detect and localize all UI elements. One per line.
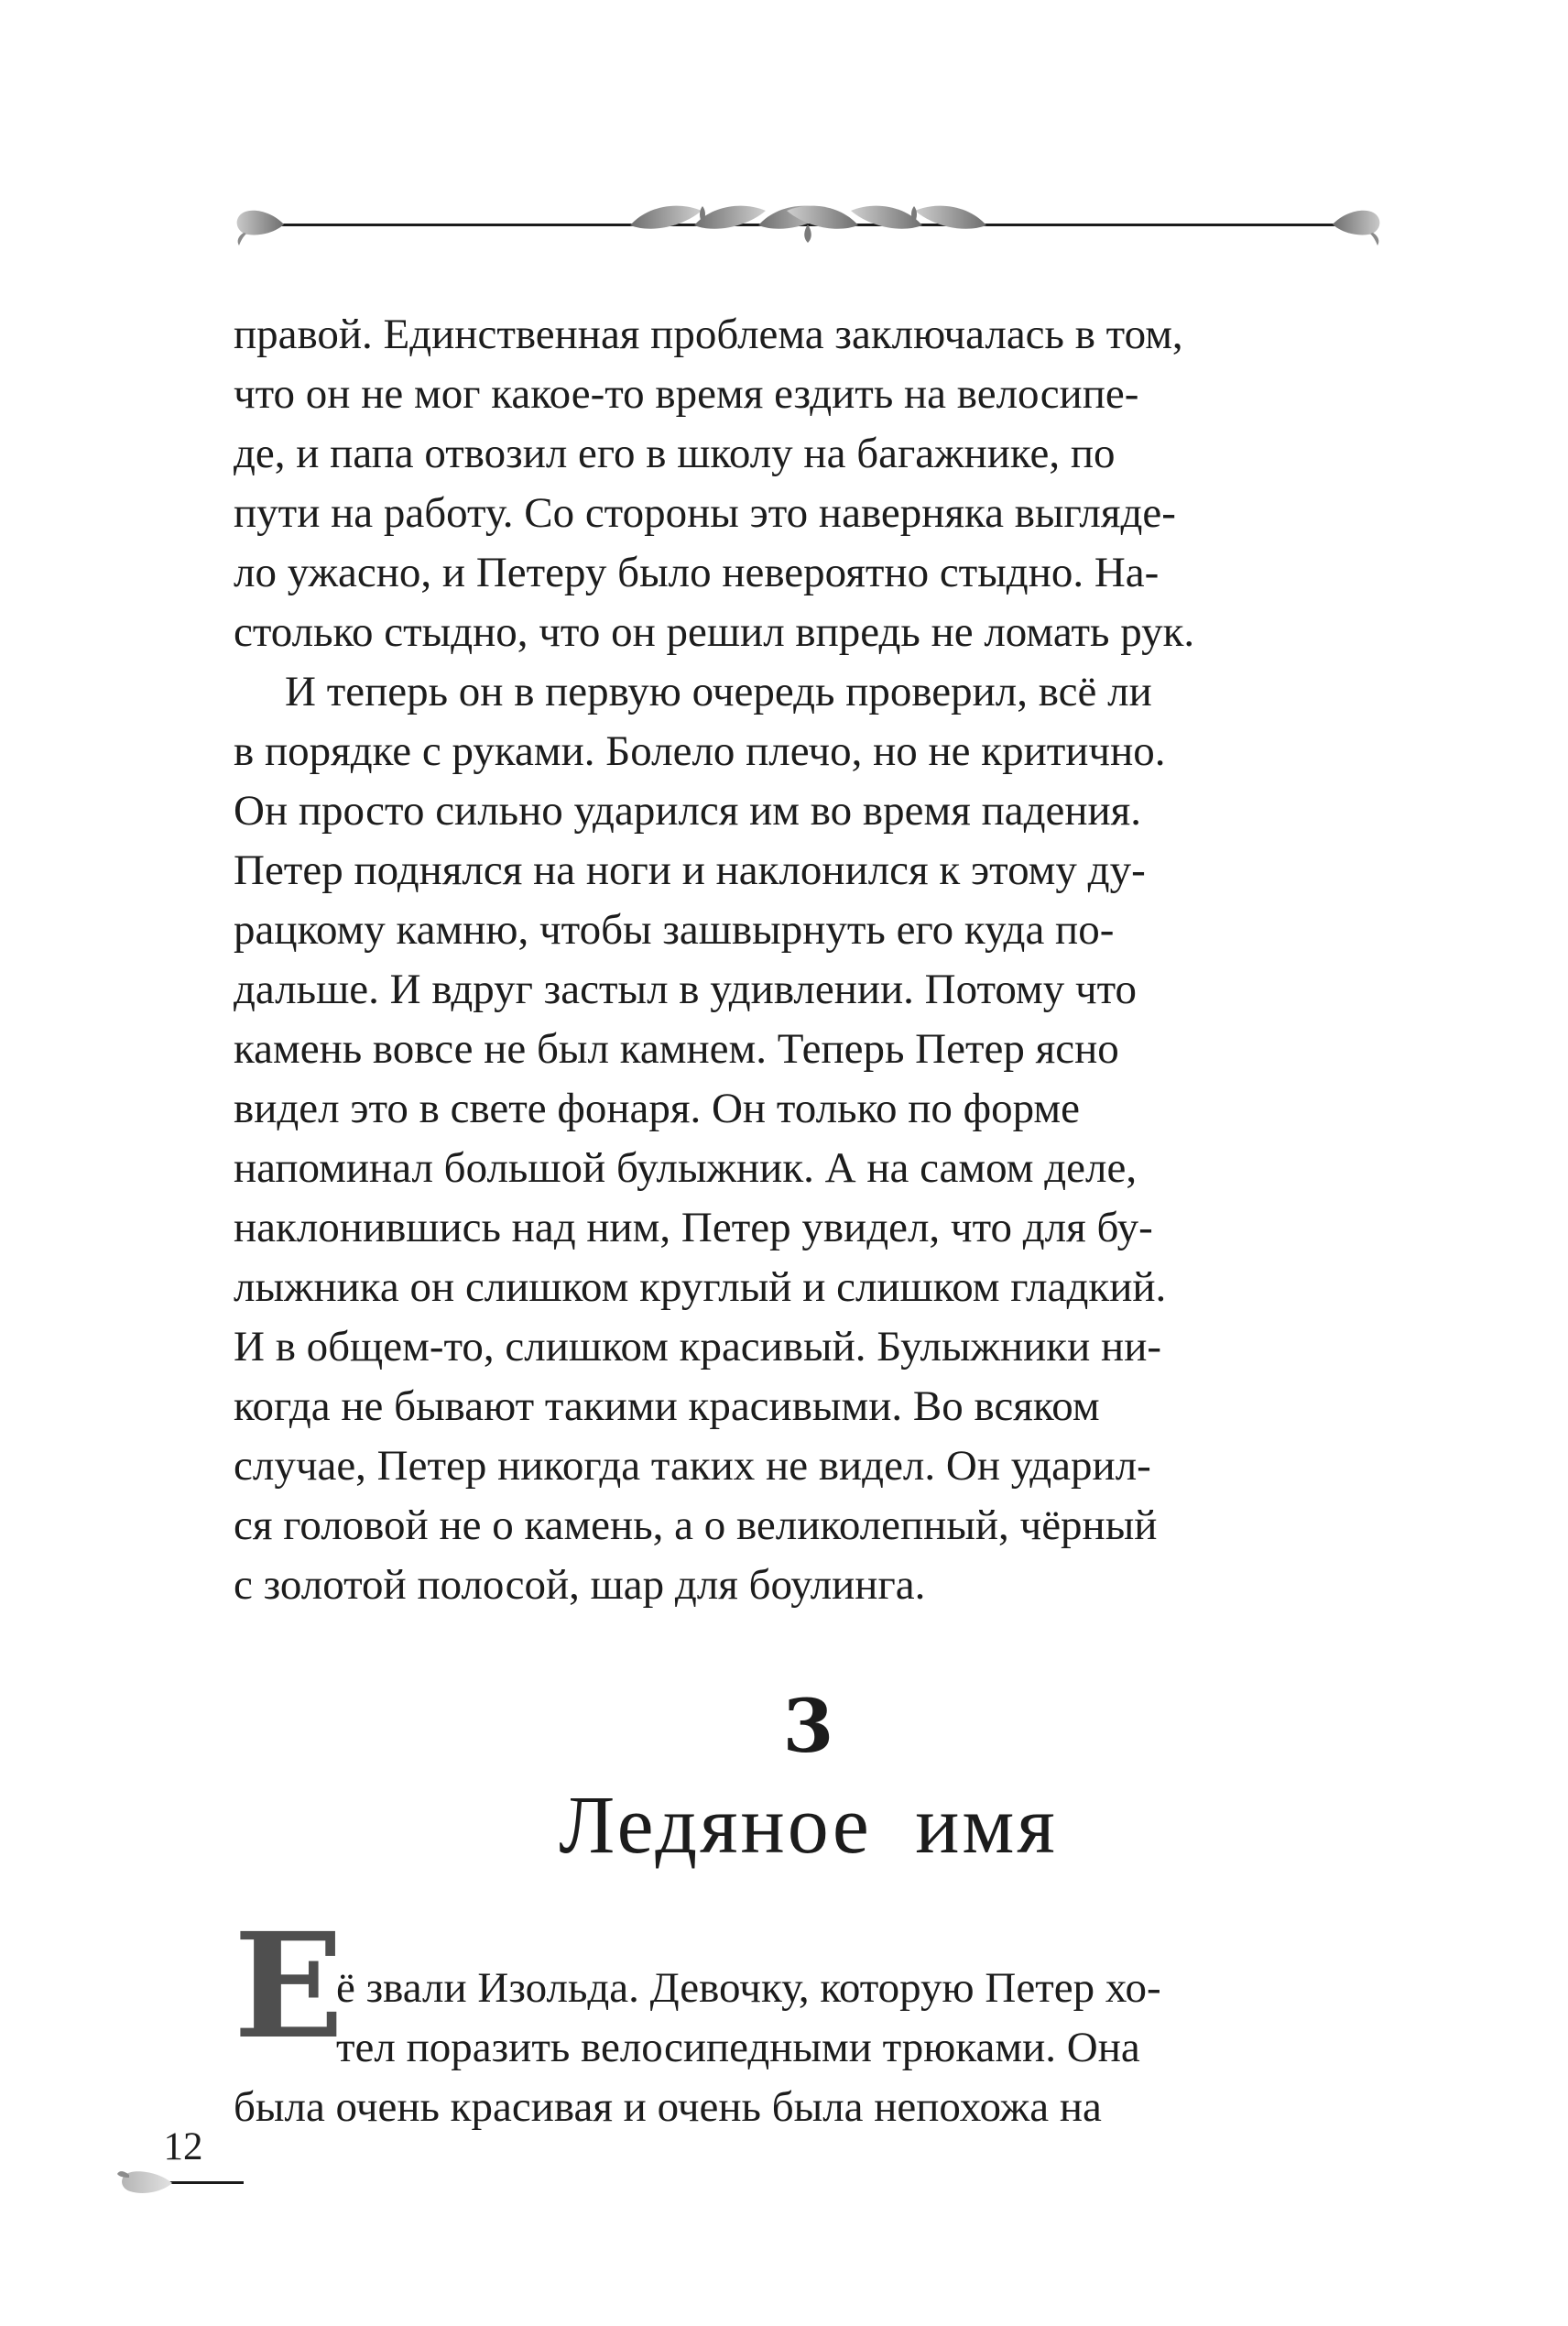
paragraph-two	[234, 662, 1383, 1615]
text-line: наклонившись над ним, Петер увидел, что для бу-	[234, 1204, 1153, 1251]
text-line: тел поразить велосипедными трюками. Она	[336, 2024, 1140, 2071]
text-line: камень вовсе не был камнем. Теперь Петер ясно	[234, 1025, 1119, 1073]
paragraph-continued	[234, 305, 1383, 662]
text-line: лыжника он слишком круглый и слишком гладкий.	[234, 1263, 1167, 1311]
header-leaf-scroll-ornament-icon	[234, 197, 1383, 252]
text-line: де, и папа отвозил его в школу на багажнике, по	[234, 430, 1116, 477]
intro-paragraph	[234, 1902, 1383, 2137]
text-line: Он просто сильно ударился им во время падения.	[234, 787, 1142, 835]
text-line: ё звали Изольда. Девочку, которую Петер хо-	[336, 1964, 1161, 2012]
chapter-number: 3	[782, 1683, 834, 1769]
text-line: столько стыдно, что он решил впредь не ломать рук.	[234, 608, 1195, 656]
text-line: дальше. И вдруг застыл в удивлении. Потому что	[234, 966, 1138, 1013]
text-line: рацкому камню, чтобы зашвырнуть его куда по-	[234, 906, 1115, 954]
text-line: пути на работу. Со стороны это наверняка выгляде-	[234, 489, 1176, 537]
text-line: ло ужасно, и Петеру было невероятно стыдно. На-	[234, 549, 1160, 596]
text-line: случае, Петер никогда таких не видел. Он ударил-	[234, 1442, 1151, 1490]
text-line: в порядке с руками. Болело плечо, но не критично.	[234, 727, 1166, 775]
text-line: правой. Единственная проблема заключалась в том,	[234, 311, 1183, 358]
text-line: И в общем-то, слишком красивый. Булыжники ни-	[234, 1323, 1162, 1370]
text-line: с золотой полосой, шар для боулинга.	[234, 1561, 926, 1609]
text-line: ся головой не о камень, а о великолепный, чёрный	[234, 1502, 1158, 1549]
drop-cap-letter: Е	[234, 1902, 344, 2071]
text-line: была очень красивая и очень была непохожа на	[234, 2083, 1102, 2131]
text-line: когда не бывают такими красивыми. Во всяком	[234, 1382, 1100, 1430]
footer-leaf-ornament-icon	[115, 2164, 244, 2200]
text-line: И теперь он в первую очередь проверил, всё ли	[285, 668, 1152, 715]
text-line: что он не мог какое-то время ездить на велосипе-	[234, 370, 1139, 418]
page-number: 12	[163, 2125, 203, 2168]
text-line: видел это в свете фонаря. Он только по форме	[234, 1085, 1080, 1132]
chapter-title: Ледяное имя	[559, 1780, 1058, 1871]
text-line: напоминал большой булыжник. А на самом деле,	[234, 1144, 1138, 1192]
text-line: Петер поднялся на ноги и наклонился к этому ду-	[234, 846, 1146, 894]
